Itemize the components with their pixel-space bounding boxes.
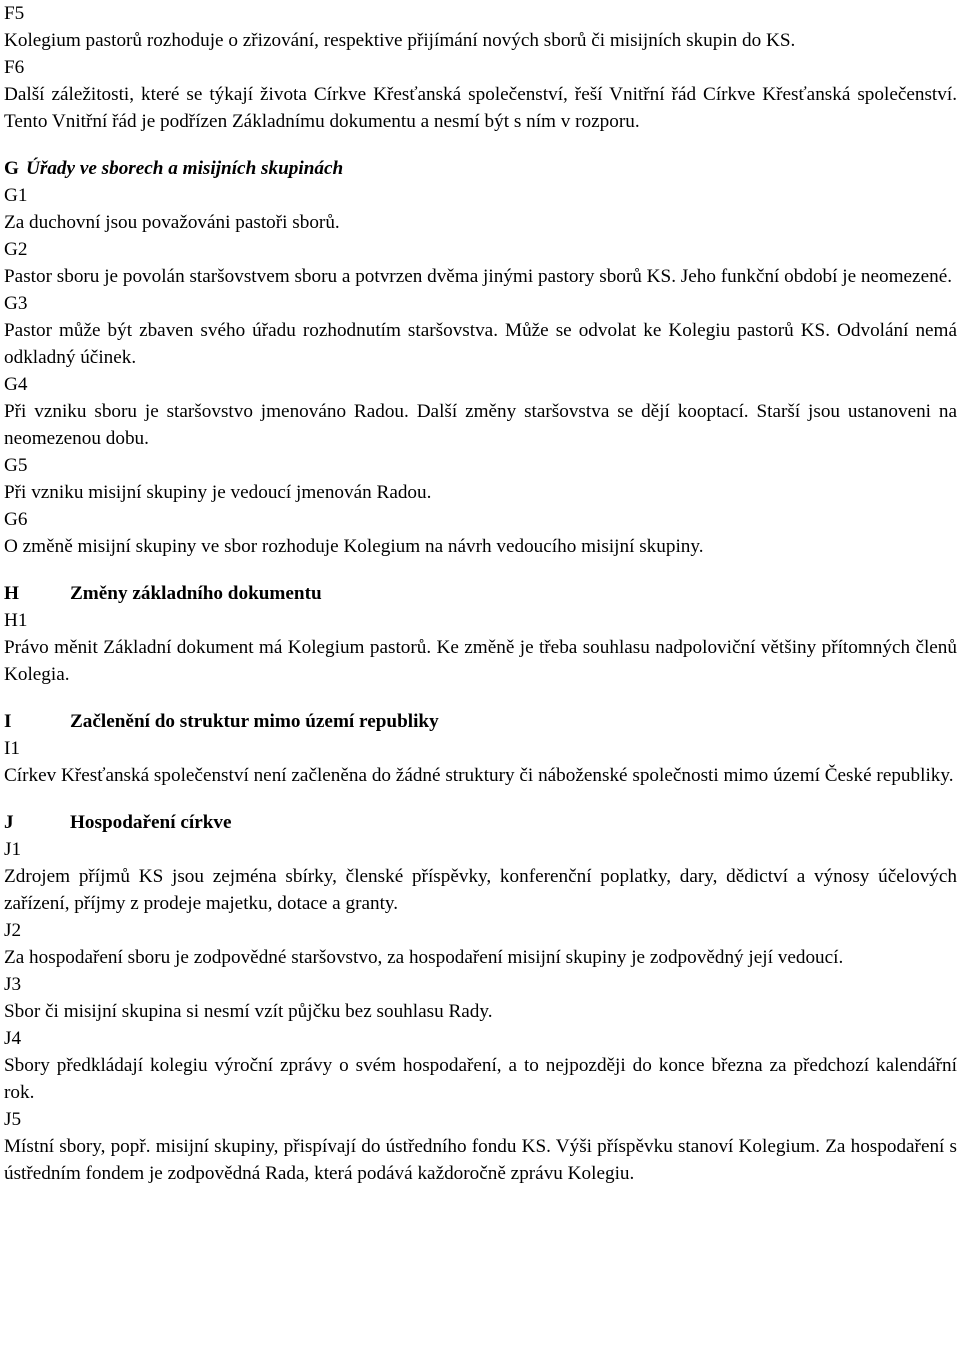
clause-code-g2: G2 xyxy=(4,239,28,260)
clause-text-g4: Při vzniku sboru je staršovstvo jmenováno Radou. Další změny staršovstva se dějí kooptací. Starší jsou ustanoveni na neomezenou dobu. xyxy=(4,401,957,449)
clause-text-g5: Při vzniku misijní skupiny je vedoucí jmenován Radou. xyxy=(4,482,432,503)
section-heading-h xyxy=(4,580,957,607)
clause-text-f5: Kolegium pastorů rozhoduje o zřizování, respektive přijímání nových sborů či misijních skupin do KS. xyxy=(4,30,796,51)
document-page xyxy=(4,0,957,1187)
clause-code-j5: J5 xyxy=(4,1109,22,1130)
clause-text-g6: O změně misijní skupiny ve sbor rozhoduje Kolegium na návrh vedoucího misijní skupiny. xyxy=(4,536,704,557)
clause-text-j1: Zdrojem příjmů KS jsou zejména sbírky, členské příspěvky, konferenční poplatky, dary, dědictví a výnosy účelových zařízení, příjmy z prodeje majetku, dotace a granty. xyxy=(4,866,957,914)
section-letter: G xyxy=(4,158,19,179)
clause-text-i1: Církev Křesťanská společenství není začleněna do žádné struktury či náboženské společnosti mimo území České republiky. xyxy=(4,765,954,786)
clause-text-g3: Pastor může být zbaven svého úřadu rozhodnutím staršovstva. Může se odvolat ke Kolegiu pastorů KS. Odvolání nemá odkladný účinek. xyxy=(4,320,957,368)
section-title: Změny základního dokumentu xyxy=(70,583,322,604)
clause-code-g6: G6 xyxy=(4,509,28,530)
section-title: Hospodaření církve xyxy=(70,812,232,833)
section-heading-g xyxy=(4,155,957,182)
clause-text-g2: Pastor sboru je povolán staršovstvem sboru a potvrzen dvěma jinými pastory sborů KS. Jeho funkční období je neomezené. xyxy=(4,266,953,287)
clause-text-j2: Za hospodaření sboru je zodpovědné staršovstvo, za hospodaření misijní skupiny je zodpovědný její vedoucí. xyxy=(4,947,844,968)
section-title: Začlenění do struktur mimo území republiky xyxy=(70,711,439,732)
clause-code-g5: G5 xyxy=(4,455,28,476)
clause-code-f6: F6 xyxy=(4,57,25,78)
clause-text-j3: Sbor či misijní skupina si nesmí vzít půjčku bez souhlasu Rady. xyxy=(4,1001,493,1022)
clause-text-h1: Právo měnit Základní dokument má Kolegium pastorů. Ke změně je třeba souhlasu nadpoloviční většiny přítomných členů Kolegia. xyxy=(4,637,957,685)
clause-text-g1: Za duchovní jsou považováni pastoři sborů. xyxy=(4,212,340,233)
clause-code-j4: J4 xyxy=(4,1028,22,1049)
clause-code-f5: F5 xyxy=(4,3,25,24)
clause-code-g4: G4 xyxy=(4,374,28,395)
clause-text-j5: Místní sbory, popř. misijní skupiny, přispívají do ústředního fondu KS. Výši příspěvku stanoví Kolegium. Za hospodaření s ústředním fondem je zodpovědná Rada, která podává každoročně zprávu Kolegiu. xyxy=(4,1136,957,1184)
section-heading-i xyxy=(4,708,957,735)
clause-code-j2: J2 xyxy=(4,920,22,941)
section-heading-j xyxy=(4,809,957,836)
clause-code-i1: I1 xyxy=(4,738,20,759)
clause-code-g1: G1 xyxy=(4,185,28,206)
clause-text-j4: Sbory předkládají kolegiu výroční zprávy o svém hospodaření, a to nejpozději do konce března za předchozí kalendářní rok. xyxy=(4,1055,957,1103)
section-letter: J xyxy=(4,812,14,833)
section-letter: I xyxy=(4,711,12,732)
clause-code-g3: G3 xyxy=(4,293,28,314)
clause-text-f6: Další záležitosti, které se týkají života Církve Křesťanská společenství, řeší Vnitřní řád Církve Křesťanská společenství. Tento Vnitřní řád je podřízen Základnímu dokumentu a nesmí být s ním v rozporu. xyxy=(4,84,957,132)
clause-code-j1: J1 xyxy=(4,839,22,860)
clause-code-j3: J3 xyxy=(4,974,22,995)
section-letter: H xyxy=(4,583,19,604)
section-title: Úřady ve sborech a misijních skupinách xyxy=(26,158,344,179)
clause-code-h1: H1 xyxy=(4,610,28,631)
